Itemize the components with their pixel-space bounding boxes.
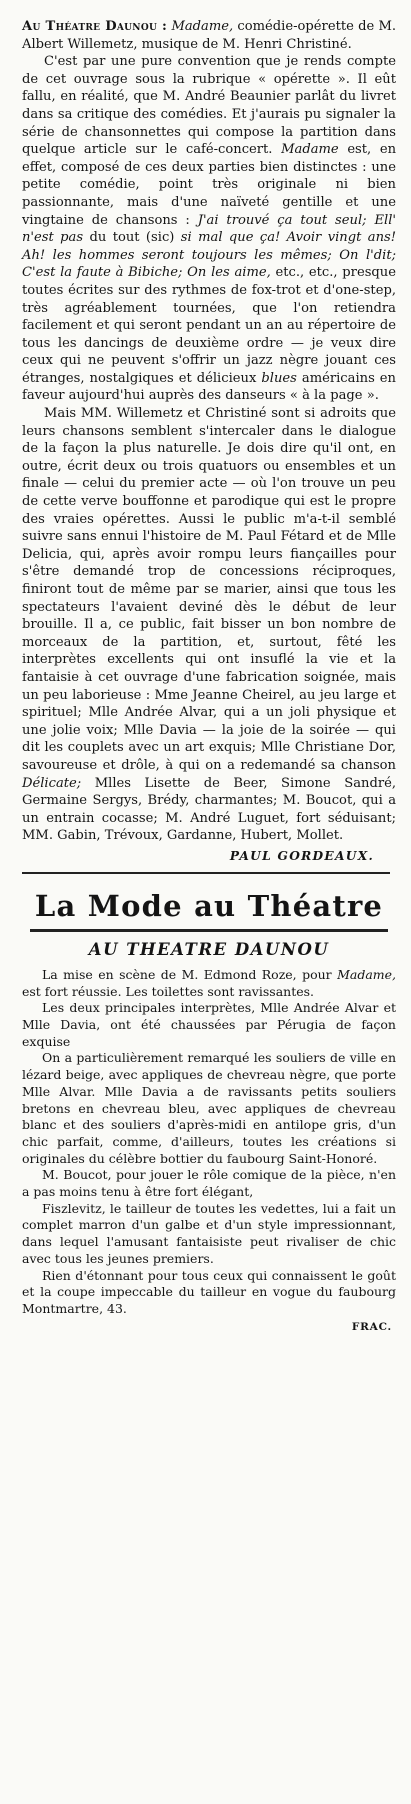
section-divider: [22, 872, 390, 874]
fashion-paragraph: On a particulièrement remarqué les souliers de ville en lézard beige, avec appliques de chevreau nègre, que porte Mlle Alvar. Mlle Davia a de ravissants petits souliers bretons en chevreau bleu, avec appliques de chevreau blanc et des souliers d'après-midi en antilope gris, d'un chic parfait, comme, d'ailleurs, toutes les créations si originales du célèbre bottier du faubourg Saint-Honoré.: [22, 1050, 396, 1166]
article-column: [22, 18, 396, 1333]
fashion-text: est fort réussie. Les toilettes sont ravissantes.: [22, 983, 315, 999]
review-text: du tout (sic): [89, 230, 175, 246]
review-text: etc., etc., presque toutes écrites sur des rythmes de fox-trot et d'one-step, très agréablement tournées, que l'on retiendra facilement et qui seront pendant un an au répertoire de tous les dancings de deuxième ordre — je veux dire ceux qui ne peuvent s'offrir un jazz nègre jouant ces étranges, nostalgiques et délicieux: [22, 265, 396, 386]
operetta-review: [22, 18, 396, 863]
fashion-signature: FRAC.: [351, 1320, 392, 1333]
fashion-section: [22, 888, 396, 1333]
song-titles: si mal que ça! Avoir vingt ans! Ah! les hommes seront toujours les mêmes; On l'dit; C'est la faute à Bibiche; On les aime,: [22, 230, 396, 281]
fashion-paragraph: [22, 967, 396, 1000]
review-italic: blues: [261, 370, 297, 386]
review-lead-paragraph: [22, 18, 396, 53]
review-paragraph: [22, 405, 396, 845]
section-subtitle: AU THEATRE DAUNOU: [88, 939, 330, 959]
review-text: C'est par une pure convention que je rends compte de cet ouvrage sous la rubrique « opérette ». Il eût fallu, en réalité, que M. André Beaunier parlât du livret dans sa critique des comédies. Et j'aurais pu signaler la série de chansonnettes qui compose la partition dans quelque article sur le café-concert.: [22, 54, 396, 158]
fashion-paragraph: M. Boucot, pour jouer le rôle comique de la pièce, n'en a pas moins tenu à être fort élégant,: [22, 1167, 396, 1200]
song-title: Délicate;: [22, 775, 82, 791]
theatre-heading: Au Théatre Daunou :: [22, 19, 168, 34]
song-titles: J'ai trouvé ça tout seul; Ell' n'est pas: [22, 212, 396, 246]
review-text: américains en faveur aujourd'hui auprès des danseurs « à la page ».: [22, 370, 396, 404]
fashion-text: La mise en scène de M. Edmond Roze, pour: [42, 966, 332, 982]
review-signature: PAUL GORDEAUX.: [229, 848, 374, 863]
review-text: est, en effet, composé de ces deux parties bien distinctes : une petite comédie, point très originale ni bien passionnante, mais d'une naïveté gentille et une vingtaine de chansons :: [22, 142, 396, 228]
review-lead-text: comédie-opérette de M. Albert Willemetz, musique de M. Henri Christiné.: [22, 19, 397, 52]
review-italic: Madame: [281, 142, 339, 158]
review-text: Mais MM. Willemetz et Christiné sont si adroits que leurs chansons semblent s'intercaler dans le dialogue de la façon la plus naturelle. Je dois dire qu'il ont, en outre, écrit deux ou trois quatuors ou ensembles et un finale — celui du premier acte — où l'on trouve un peu de cette verve bouffonne et parodique qui est le propre des vraies opérettes. Aussi le public m'a-t-il semblé suivre sans ennui l'histoire de M. Paul Fétard et de Mlle Delicia, qui, après avoir rompu leurs fiançailles pour s'être demandé trop de concessions réciproques, finiront tout de même par se marier, ainsi que tous les spectateurs l'avaient deviné dès le début de leur brouille. Il a, ce public, fait bisser un bon nombre de morceaux de la partition, et, surtout, fêté les interprètes excellents qui ont insuflé la vie et la fantaisie à cet ouvrage d'une fabrication soignée, mais un peu laborieuse : Mme Jeanne Cheirel, au jeu large et spirituel; Mlle Andrée Alvar, qui a un joli physique et une jolie voix; Mlle Davia — la joie de la soirée — qui dit les couplets avec un art exquis; Mlle Christiane Dor, savoureuse et drôle, à qui on a redemandé sa chanson: [22, 406, 396, 773]
review-text: Mlles Lisette de Beer, Simone Sandré, Germaine Sergys, Brédy, charmantes; M. Boucot, qui a un entrain cocasse; M. André Luguet, fort séduisant; MM. Gabin, Trévoux, Gardanne, Hubert, Mollet.: [22, 775, 396, 844]
play-title: Madame,: [171, 19, 234, 34]
fashion-paragraph: Les deux principales interprètes, Mlle Andrée Alvar et Mlle Davia, ont été chaussées par Pérugia de façon exquise: [22, 1000, 396, 1049]
play-title: Madame,: [337, 966, 396, 982]
fashion-paragraph: Fiszlevitz, le tailleur de toutes les vedettes, lui a fait un complet marron d'un galbe et d'un style impressionnant, dans lequel l'amusant fantaisiste peut rivaliser de chic avec tous les jeunes premiers.: [22, 1200, 396, 1266]
review-paragraph: [22, 53, 396, 405]
title-underline: [30, 929, 388, 932]
section-title: La Mode au Théatre: [34, 888, 384, 923]
fashion-paragraph: Rien d'étonnant pour tous ceux qui connaissent le goût et la coupe impeccable du tailleur en vogue du faubourg Montmartre, 43.: [22, 1267, 396, 1316]
